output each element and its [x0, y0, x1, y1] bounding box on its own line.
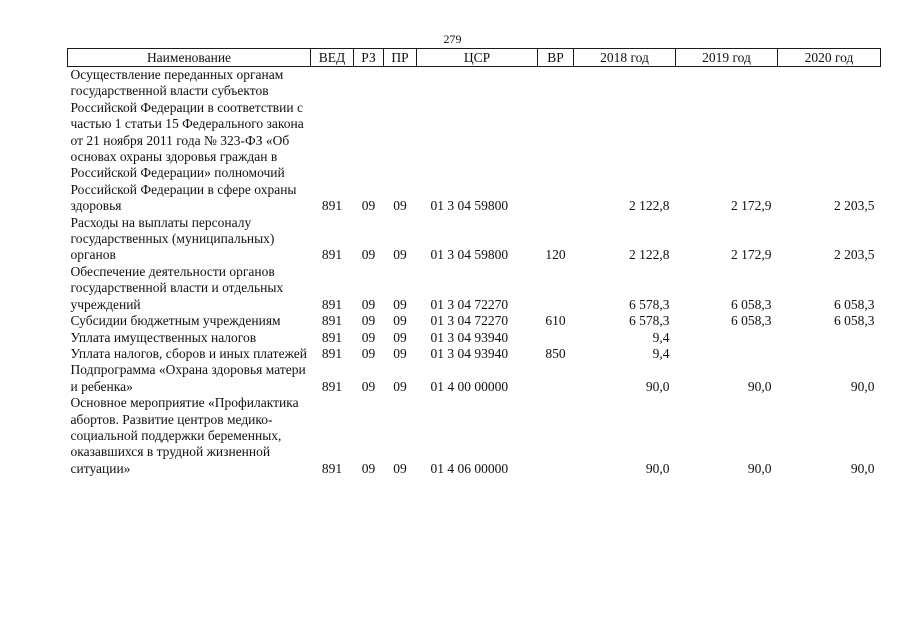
table-row [68, 346, 881, 362]
row-vr: 850 [545, 345, 566, 361]
row-2018: 9,4 [652, 345, 670, 361]
row-csr: 01 3 04 72270 [430, 313, 509, 329]
row-ved: 891 [321, 378, 343, 394]
row-name: Субсидии бюджетным учреждениям [70, 313, 281, 329]
row-2020: 90,0 [850, 460, 875, 476]
row-2019 [676, 330, 778, 346]
row-name: Расходы на выплаты персоналу государственных (муниципальных) органов [70, 214, 275, 263]
header-vr: ВР [538, 49, 574, 67]
row-2020 [778, 330, 881, 346]
row-2020: 2 203,5 [834, 247, 875, 263]
row-2019: 90,0 [747, 460, 772, 476]
header-csr: ЦСР [417, 49, 538, 67]
row-vr [538, 330, 574, 346]
row-pr: 09 [393, 313, 407, 329]
row-csr: 01 3 04 93940 [430, 329, 509, 345]
row-name: Уплата имущественных налогов [70, 329, 257, 345]
row-vr: 120 [545, 247, 566, 263]
header-name: Наименование [68, 49, 311, 67]
header-row [68, 49, 881, 67]
table-row [68, 264, 881, 313]
row-vr: 610 [545, 313, 566, 329]
page-number: 279 [443, 32, 462, 46]
row-pr: 09 [393, 247, 407, 263]
row-rz: 09 [361, 247, 376, 263]
row-ved: 891 [321, 198, 343, 214]
row-csr: 01 3 04 59800 [430, 198, 509, 214]
table-row [68, 67, 881, 215]
row-name: Уплата налогов, сборов и иных платежей [70, 345, 307, 361]
row-2018: 90,0 [645, 460, 670, 476]
row-vr [538, 395, 574, 477]
row-rz: 09 [361, 378, 376, 394]
header-2018: 2018 год [574, 49, 676, 67]
row-2018: 90,0 [645, 378, 670, 394]
row-2018: 6 578,3 [629, 296, 670, 312]
row-2018: 9,4 [652, 329, 670, 345]
row-csr: 01 3 04 59800 [430, 247, 509, 263]
row-ved: 891 [321, 345, 343, 361]
row-pr: 09 [393, 378, 407, 394]
row-csr: 01 3 04 93940 [430, 345, 509, 361]
row-ved: 891 [321, 313, 343, 329]
row-2019: 2 172,9 [731, 247, 772, 263]
row-rz: 09 [361, 198, 376, 214]
row-pr: 09 [393, 345, 407, 361]
row-pr: 09 [393, 329, 407, 345]
row-csr: 01 4 00 00000 [430, 378, 509, 394]
header-pr: ПР [384, 49, 417, 67]
row-rz: 09 [361, 296, 376, 312]
row-csr: 01 4 06 00000 [430, 460, 509, 476]
row-rz: 09 [361, 460, 376, 476]
row-ved: 891 [321, 460, 343, 476]
row-2019: 90,0 [747, 378, 772, 394]
row-2020 [778, 346, 881, 362]
row-rz: 09 [361, 345, 376, 361]
row-2019: 6 058,3 [731, 313, 772, 329]
row-vr [538, 362, 574, 395]
header-rz: РЗ [354, 49, 384, 67]
table-row [68, 215, 881, 264]
table-row [68, 362, 881, 395]
row-2018: 6 578,3 [629, 313, 670, 329]
row-ved: 891 [321, 296, 343, 312]
row-2020: 6 058,3 [834, 296, 875, 312]
row-pr: 09 [393, 296, 407, 312]
row-pr: 09 [393, 460, 407, 476]
row-vr [538, 264, 574, 313]
row-name: Осуществление переданных органам государственной власти субъектов Российской Федерации в соответствии с частью 1 статьи 15 Федерального закона от 21 ноября 2011 года № 323-ФЗ «Об основах охраны здоровья граждан в Российской Федерации» полномочий Российской Федерации в сфере охраны здоровья [70, 67, 304, 214]
header-ved: ВЕД [311, 49, 354, 67]
row-2020: 90,0 [850, 378, 875, 394]
row-2019 [676, 346, 778, 362]
header-2020: 2020 год [778, 49, 881, 67]
row-name: Основное мероприятие «Профилактика абортов. Развитие центров медико-социальной поддержки беременных, оказавшихся в трудной жизненной ситуации» [70, 395, 299, 476]
row-ved: 891 [321, 329, 343, 345]
row-2020: 6 058,3 [834, 313, 875, 329]
row-name: Обеспечение деятельности органов государственной власти и отдельных учреждений [70, 263, 284, 312]
table-row [68, 313, 881, 329]
table-body [68, 67, 881, 478]
header-2019: 2019 год [676, 49, 778, 67]
row-2019: 6 058,3 [731, 296, 772, 312]
row-vr [538, 67, 574, 215]
budget-table [67, 48, 881, 477]
row-pr: 09 [393, 198, 407, 214]
row-rz: 09 [361, 329, 376, 345]
row-name: Подпрограмма «Охрана здоровья матери и ребенка» [70, 362, 306, 394]
row-csr: 01 3 04 72270 [430, 296, 509, 312]
table-row [68, 395, 881, 477]
row-2018: 2 122,8 [629, 198, 670, 214]
table-row [68, 330, 881, 346]
row-2019: 2 172,9 [731, 198, 772, 214]
row-2018: 2 122,8 [629, 247, 670, 263]
row-2020: 2 203,5 [834, 198, 875, 214]
row-rz: 09 [361, 313, 376, 329]
row-ved: 891 [321, 247, 343, 263]
table-header [68, 49, 881, 67]
